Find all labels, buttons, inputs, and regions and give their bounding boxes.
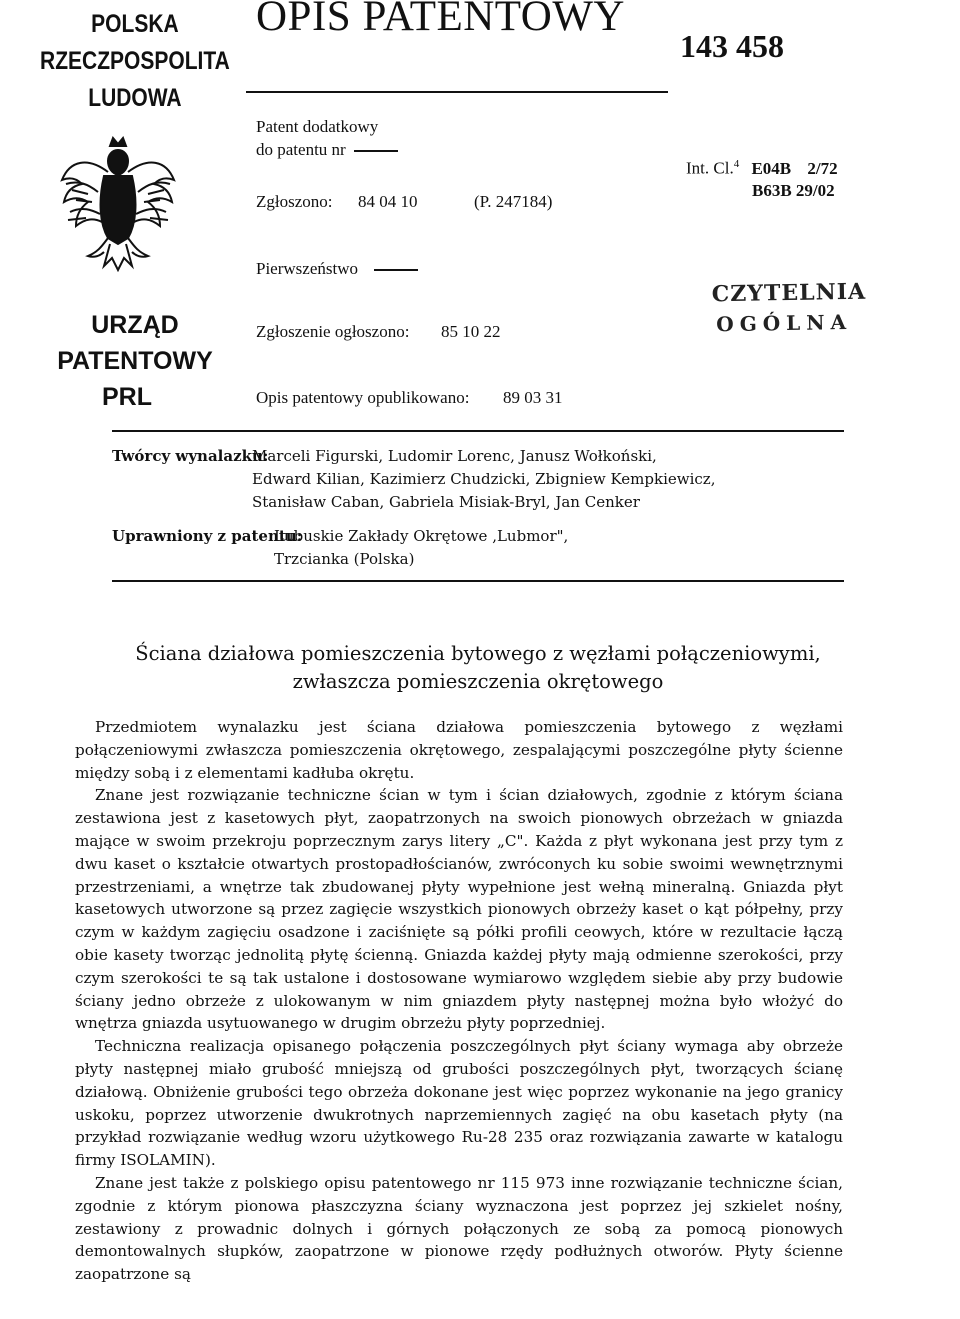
assignee-info <box>274 525 568 571</box>
classification-row-2 <box>752 181 835 201</box>
header-divider <box>112 430 844 432</box>
polish-eagle-emblem-icon <box>58 132 178 272</box>
announced-date: 85 10 22 <box>441 322 501 341</box>
assignee-line-1: Lubuskie Zakłady Okrętowe ,Lubmor", <box>274 527 569 545</box>
application-number: (P. 247184) <box>474 192 553 211</box>
country-line-3: LUDOWA <box>88 84 182 112</box>
office-line-3: PRL <box>102 383 152 411</box>
library-stamp <box>711 277 866 340</box>
invention-title-line-1: Ściana działowa pomieszczenia bytowego z węzłami połączeniowymi, <box>135 642 821 665</box>
office-line-2: PATENTOWY <box>57 347 213 375</box>
paragraph-1: Przedmiotem wynalazku jest ściana działowa pomieszczenia bytowego z węzłami połączeniowymi zwłaszcza pomieszczenia okrętowego, zespalającymi poszczególne płyty ścienne między sobą i z elementami kadłuba okrętu. <box>75 718 843 782</box>
classification-code-1: E04B <box>751 158 792 178</box>
stamp-line-2: OGÓLNA <box>716 309 853 337</box>
priority-label: Pierwszeństwo <box>256 259 358 278</box>
stamp-line-1: CZYTELNIA <box>711 278 867 308</box>
invention-title <box>112 640 844 696</box>
to-patent-label: do patentu nr <box>256 140 346 159</box>
country-line-1: POLSKA <box>91 10 179 38</box>
empty-value-dash <box>374 269 418 271</box>
additional-patent-label: Patent dodatkowy <box>256 117 379 136</box>
classification-label: Int. Cl. <box>686 158 734 178</box>
paragraph-4: Znane jest także z polskiego opisu patentowego nr 115 973 inne rozwiązanie techniczne ścian, zgodnie z którym pionowa płaszczyzna ściany wyznaczona jest poprzez jej szkielet nośny, zestawiony z prowadnic dolnych i górnych połączonych ze sobą za pomocą pionowych demontowalnych słupków, zaopatrzone w pionowe rzędy podłużnych otworów. Płyty ścienne zaopatrzone są <box>75 1173 843 1284</box>
title-underline <box>246 91 668 93</box>
paragraph-2: Znane jest rozwiązanie techniczne ścian w tym i ścian działowych, zgodnie z którym ściana zestawiona jest z kasetowych płyt, zaopatrzonych na swoich pionowych obrzeżach w gniazda mające w swoim przekroju poprzecznym zarys litery „C". Każda z płyt wykonana jest przy tym z dwu kaset o kształcie otwartych prostopadłościanów, zwróconych ku sobie swoimi wewnętrznymi przestrzeniami, a wnętrze tak zbudowanej płyty wypełnione jest wełną mineralną. Gniazda płyt kasetowych utworzone są przez zagięcie wszystkich pionowych obrzeży kaset o kąt półpełny, przy czym w każdym zagięciu osadzone i zaciśnięte są półki profili ceowych, które w rezultacie łączą obie kasety tworząc jednolitą płytę ścienną. Gniazda każdej płyty mają odmienne szerokości, przy czym szerokości te są tak ustalone i dostosowane wymiarowo względem siebie aby przy budowie ściany jedno obrzeże z ulokowanym w nim gniazdem płyty następnej można było włożyć do wnętrza gniazda usytuowanego w drugim obrzeżu płyty poprzedniej. <box>75 786 843 1033</box>
bibliographic-divider <box>112 580 844 582</box>
description-body <box>75 716 843 1286</box>
classification-code-2: B63B 29/02 <box>752 181 835 200</box>
classification-code-1-number: 2/72 <box>807 158 838 178</box>
published-label: Opis patentowy opublikowano: <box>256 388 470 407</box>
invention-title-line-2: zwłaszcza pomieszczenia okrętowego <box>292 670 664 693</box>
filed-date: 84 04 10 <box>358 192 418 211</box>
inventors-label <box>112 445 268 468</box>
country-name <box>40 6 230 117</box>
international-classification <box>686 158 838 179</box>
document-title: OPIS PATENTOWY <box>256 0 625 40</box>
inventors-line-1: Marceli Figurski, Ludomir Lorenc, Janusz Wołkoński, <box>252 447 657 465</box>
inventors-line-3: Stanisław Caban, Gabriela Misiak-Bryl, Jan Cenker <box>252 493 640 511</box>
classification-superscript: 4 <box>733 158 740 170</box>
assignee-line-2: Trzcianka (Polska) <box>274 550 415 568</box>
inventors-label-text: Twórcy wynalazku: <box>112 447 269 465</box>
office-line-1: URZĄD <box>91 311 179 339</box>
filed-label: Zgłoszono: <box>256 192 333 211</box>
priority-row <box>256 259 418 279</box>
published-date: 89 03 31 <box>503 388 563 407</box>
paragraph-3: Techniczna realizacja opisanego połączenia poszczególnych płyt ściany wymaga aby obrzeże płyty następnej miało grubość mniejszą od grubości poszczególnych płyt, tworzących ścianę działową. Obniżenie grubości tego obrzeża dokonane jest więc poprzez wykonanie na jego granicy uskoku, poprzez utworzenie dwukrotnych naprzemiennych zagięć na obu kasetach płyty (na przykład rozwiązanie według wzoru użytkowego Ru-28 235 oraz rozwiązania zawarte w katalogu firmy ISOLAMIN). <box>75 1037 843 1170</box>
empty-value-dash <box>354 150 398 152</box>
inventors-line-2: Edward Kilian, Kazimierz Chudzicki, Zbigniew Kempkiewicz, <box>252 470 716 488</box>
inventors-list <box>252 445 715 514</box>
announced-label: Zgłoszenie ogłoszono: <box>256 322 410 341</box>
assignee-label-text: Uprawniony z patentu: <box>112 527 303 545</box>
patent-number: 143 458 <box>680 28 784 64</box>
to-patent-row <box>256 140 398 160</box>
country-line-2: RZECZPOSPOLITA <box>40 47 230 75</box>
patent-office-name <box>40 307 230 415</box>
